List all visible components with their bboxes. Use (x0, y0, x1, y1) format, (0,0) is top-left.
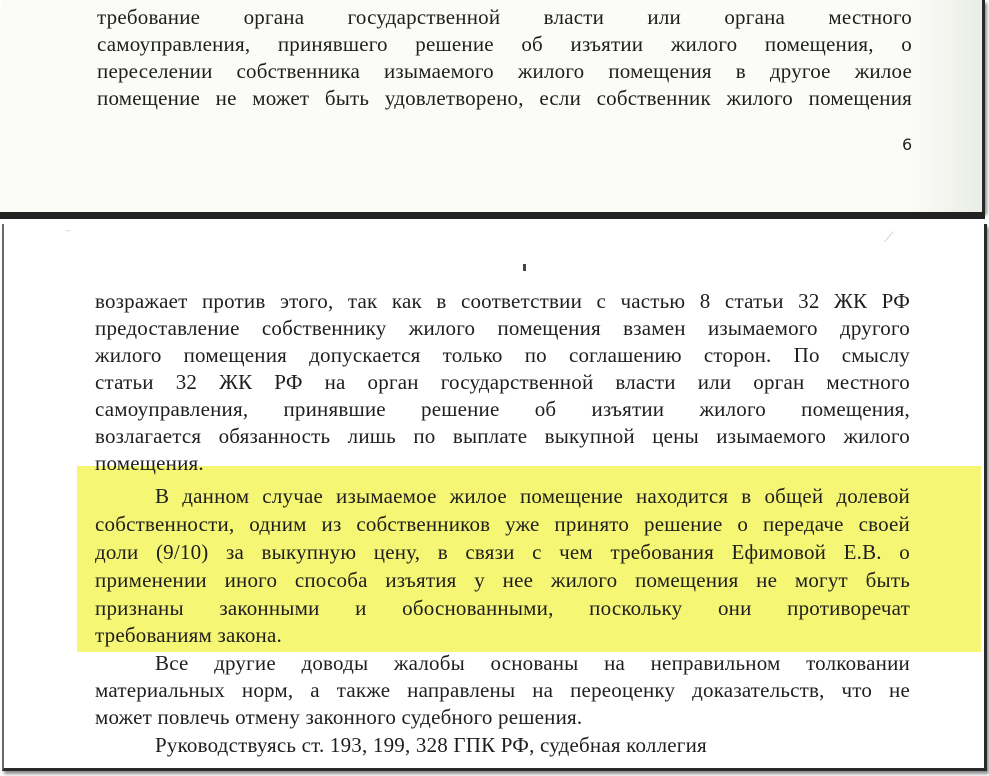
scan-artifact-mark: ⁻ (64, 226, 72, 242)
body-line: предоставление собственнику жилого помещения взамен изымаемого другого (95, 316, 910, 340)
body-line: материальных норм, а также направлены на переоценку доказательств, что не (95, 678, 910, 702)
scan-speck (523, 264, 526, 271)
top-line-4: помещение не может быть удовлетворено, если собственник жилого помещения (97, 86, 912, 110)
body-line: может повлечь отмену законного судебного решения. (95, 705, 583, 729)
top-line-1: требование органа государственной власти или органа местного (97, 5, 912, 29)
body-line: самоуправления, принявшие решение об изъятии жилого помещения, (95, 397, 910, 421)
page-number: 6 (902, 135, 913, 154)
body-line: помещения. (95, 451, 204, 475)
highlighted-line: В данном случае изымаемое жилое помещение находится в общей долевой (155, 484, 910, 508)
highlighted-line: признаны законными и обоснованными, поскольку они противоречат (95, 596, 910, 620)
highlighted-line: собственности, одним из собственников уже принято решение о передаче своей (95, 512, 910, 536)
body-line: возражает против этого, так как в соответствии с частью 8 статьи 32 ЖК РФ (95, 289, 910, 313)
highlighted-line: доли (9/10) за выкупную цену, в связи с чем требования Ефимовой Е.В. о (95, 540, 910, 564)
body-line: статьи 32 ЖК РФ на орган государственной власти или орган местного (95, 370, 910, 394)
body-line: Руководствуясь ст. 193, 199, 328 ГПК РФ, судебная коллегия (155, 733, 707, 757)
highlighted-line: требованиям закона. (95, 623, 282, 647)
fragment-separator (0, 212, 985, 219)
body-line: возлагается обязанность лишь по выплате выкупной цены изымаемого жилого (95, 424, 910, 448)
top-line-3: переселении собственника изымаемого жилого помещения в другое жилое (97, 59, 912, 83)
highlighted-line: применении иного способа изъятия у нее жилого помещения не могут быть (95, 568, 910, 592)
body-line: жилого помещения допускается только по соглашению сторон. По смыслу (95, 343, 910, 367)
body-line: Все другие доводы жалобы основаны на неправильном толковании (155, 651, 910, 675)
top-document-fragment (2, 0, 985, 212)
top-line-2: самоуправления, принявшего решение об изъятии жилого помещения, о (97, 32, 912, 56)
scan-artifact-mark: ⟋ (884, 230, 894, 246)
